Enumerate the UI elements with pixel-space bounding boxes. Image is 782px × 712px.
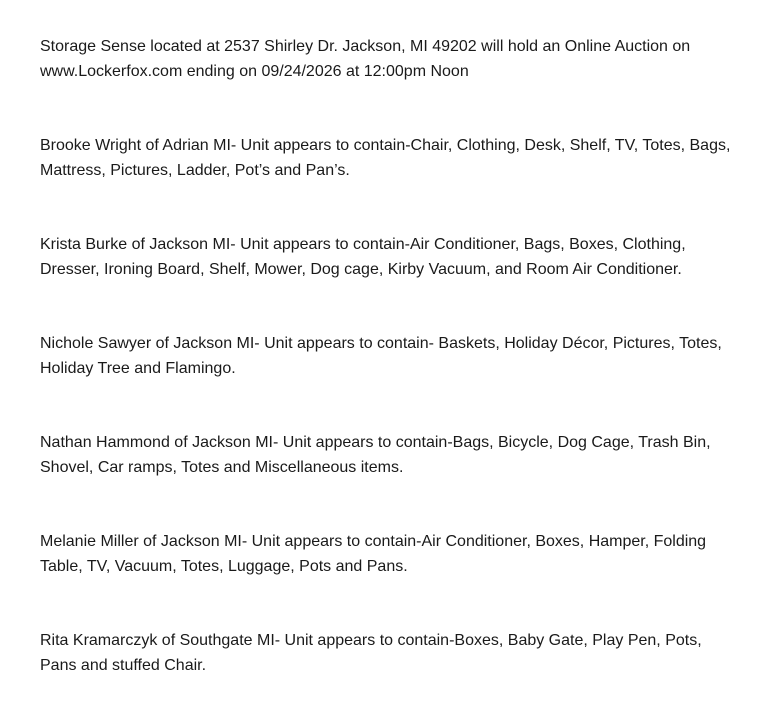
- auction-notice: [40, 34, 740, 678]
- unit-listing-paragraph: Brooke Wright of Adrian MI- Unit appears to contain-Chair, Clothing, Desk, Shelf, TV, Totes, Bags, Mattress, Pictures, Ladder, Pot’s and Pan’s.: [40, 137, 731, 179]
- unit-listing-paragraph: Rita Kramarczyk of Southgate MI- Unit appears to contain-Boxes, Baby Gate, Play Pen, Pots, Pans and stuffed Chair.: [40, 632, 702, 674]
- auction-intro-paragraph: Storage Sense located at 2537 Shirley Dr. Jackson, MI 49202 will hold an Online Auction on www.Lockerfox.com ending on 09/24/2026 at 12:00pm Noon: [40, 38, 691, 80]
- unit-listing-paragraph: Krista Burke of Jackson MI- Unit appears to contain-Air Conditioner, Bags, Boxes, Clothing, Dresser, Ironing Board, Shelf, Mower, Dog cage, Kirby Vacuum, and Room Air Conditioner.: [40, 236, 686, 278]
- unit-listing-paragraph: Nichole Sawyer of Jackson MI- Unit appears to contain- Baskets, Holiday Décor, Pictures, Totes, Holiday Tree and Flamingo.: [40, 335, 722, 377]
- unit-listing-paragraph: Melanie Miller of Jackson MI- Unit appears to contain-Air Conditioner, Boxes, Hamper, Folding Table, TV, Vacuum, Totes, Luggage, Pots and Pans.: [40, 533, 707, 575]
- unit-listing-paragraph: Nathan Hammond of Jackson MI- Unit appears to contain-Bags, Bicycle, Dog Cage, Trash Bin, Shovel, Car ramps, Totes and Miscellaneous items.: [40, 434, 711, 476]
